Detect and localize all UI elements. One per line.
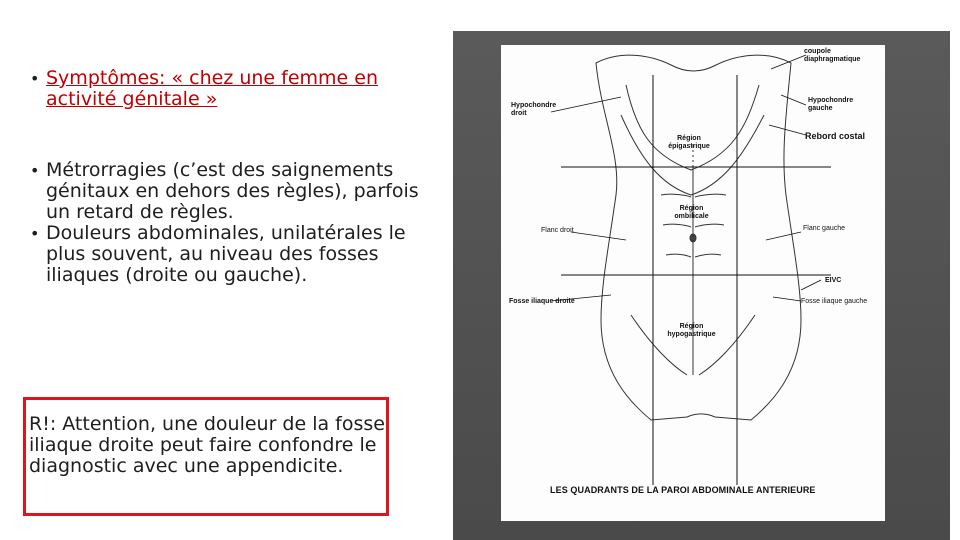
label-region-ombilicale: Région ombilicale [674,205,709,220]
warning-box [23,397,389,516]
bullet-symptomes: • Symptômes: « chez une femme en activité génitale » [30,68,420,110]
label-fosse-iliaque-gauche: Fosse iliaque gauche [801,298,868,305]
label-region-hypogastrique: Région hypogastrique [667,323,716,338]
label-rebord-costal: Rebord costal [805,131,866,141]
bullet-list [30,68,420,286]
label-coupole: coupole diaphragmatique [804,48,861,63]
label-region-epigastrique: Région épigastrique [668,135,710,150]
label-hypochondre-gauche: Hypochondre gauche [808,97,854,112]
label-flanc-droit: Flanc droit [541,227,574,234]
label-fosse-iliaque-droite: Fosse iliaque droite [509,298,575,305]
warning-text: R!: Attention, une douleur de la fosse iliaque droite peut faire confondre le diagnostic avec une appendicite. [29,413,385,477]
figure-caption: LES QUADRANTS DE LA PAROI ABDOMINALE ANTERIEURE [550,485,816,495]
label-flanc-gauche: Flanc gauche [803,225,846,232]
label-hypochondre-droit: Hypochondre droit [511,102,557,117]
bullet-douleurs: • Douleurs abdominales, unilatérales le plus souvent, au niveau des fosses iliaques (droite ou gauche). [30,223,420,286]
label-eivc: EIVC [825,277,842,284]
bullet-metrorragies: • Métrorragies (c’est des saignements génitaux en dehors des règles), parfois un retard de règles. [30,160,420,223]
torso-outline [596,55,801,420]
abdomen-diagram [501,45,885,521]
